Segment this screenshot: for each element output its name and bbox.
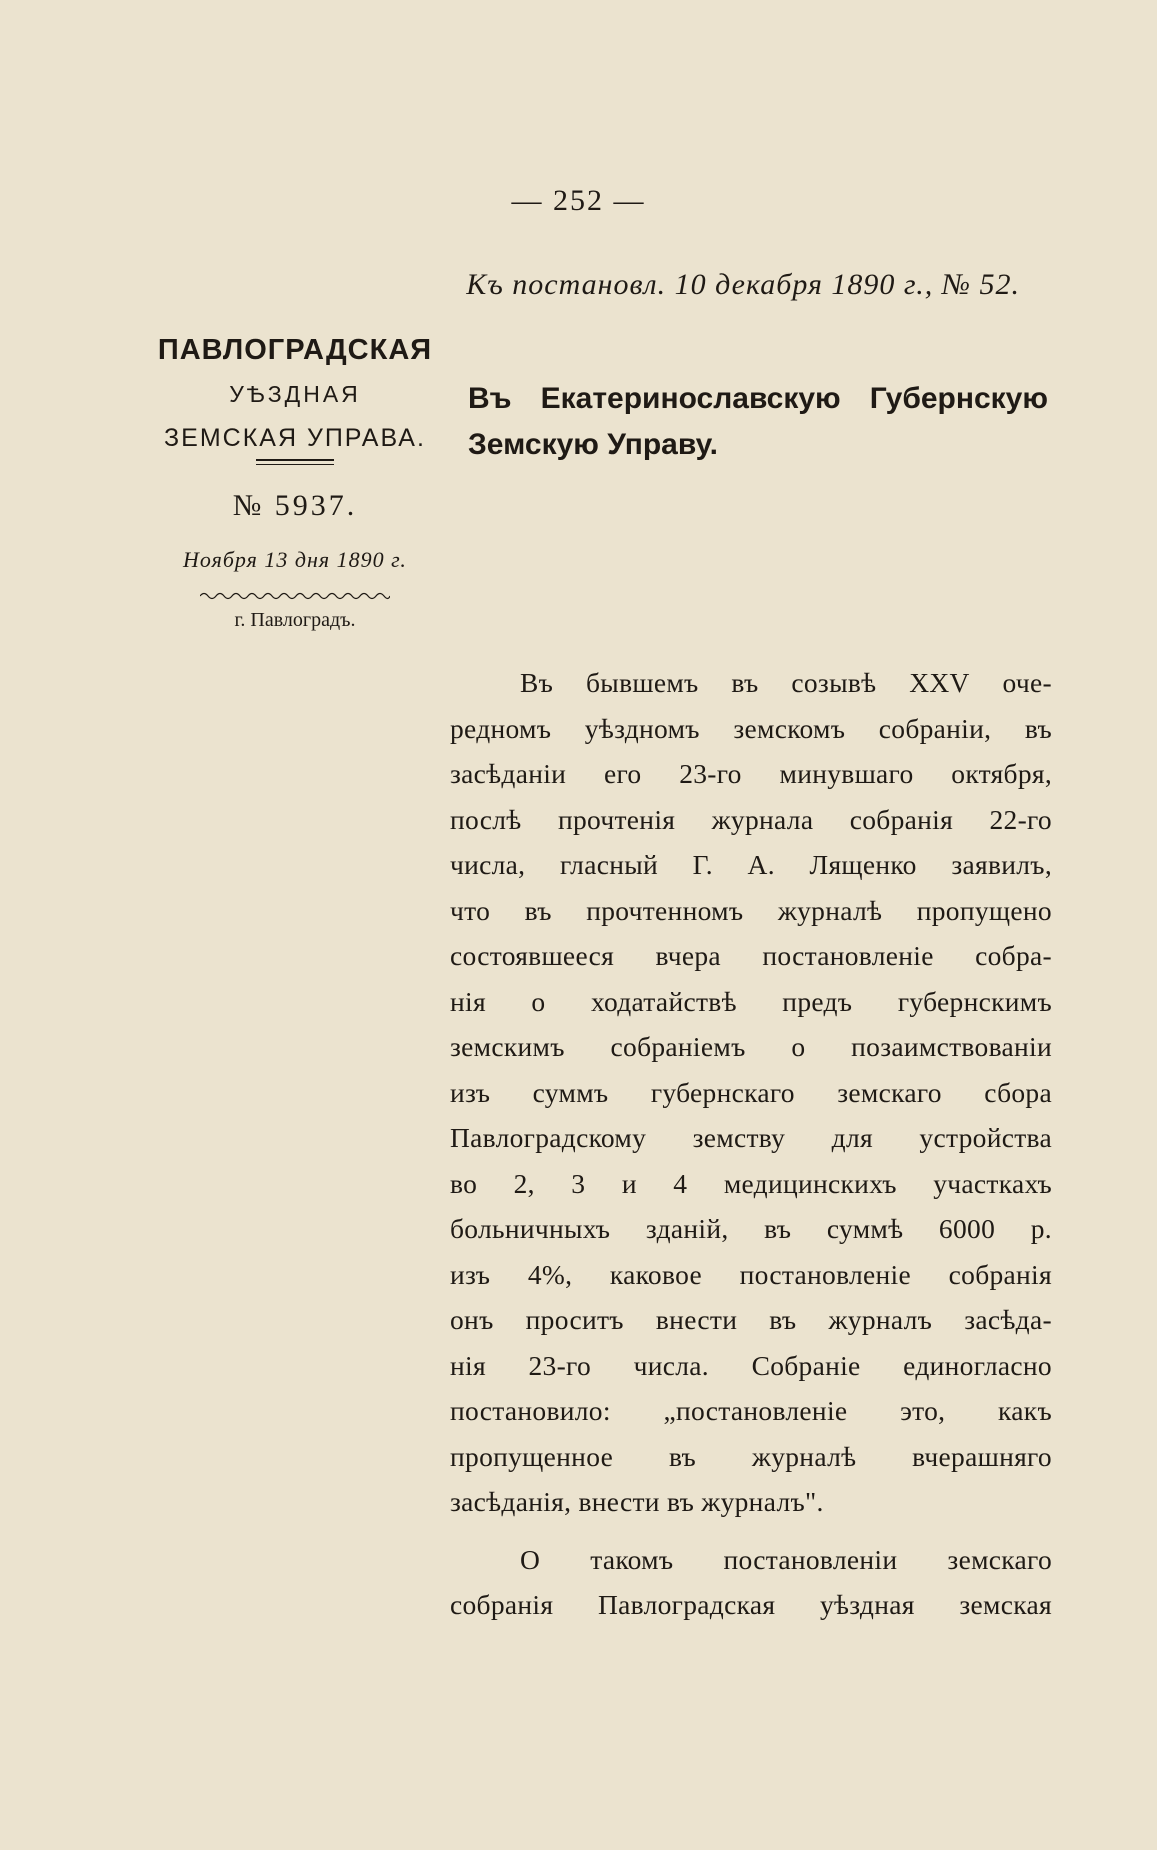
body-word: въ [764,1213,792,1244]
double-rule [256,459,334,465]
body-line [450,1115,1052,1161]
body-word: журналѣ [777,894,883,926]
body-word: какъ [998,1395,1052,1426]
body-word: въ [659,1486,695,1517]
body-word: во [450,1167,478,1199]
body-word: собранія [450,1589,554,1620]
body-word: земскомъ [733,712,846,744]
body-word: для [831,1122,873,1153]
body-word: засѣданія, [450,1486,572,1517]
body-word: бывшемъ [586,667,699,698]
body-word: 6000 [938,1213,996,1244]
body-word: медицинскихъ [723,1167,897,1199]
body-word: земскимъ [450,1031,565,1062]
body-word: это, [900,1395,946,1426]
body-word: внести [571,1486,660,1517]
body-line [450,1161,1052,1207]
body-word: внести [655,1304,738,1335]
letterhead-block [140,334,450,632]
body-word: земскаго [837,1076,942,1108]
body-word: собра- [975,940,1052,971]
office-name-line1: ПАВЛОГРАДСКАЯ [157,334,433,366]
body-word: журналѣ [751,1440,857,1472]
body-word: въ [524,894,552,926]
body-line [450,1388,1052,1434]
body-word: губернскаго [650,1076,795,1108]
body-word: суммъ [532,1076,609,1108]
body-word: проситъ [525,1304,624,1335]
office-name-line3: ЗЕМСКАЯ УПРАВА. [164,424,426,452]
body-word: онъ [450,1304,494,1335]
body-line [450,1024,1052,1070]
body-word: Павлоградскому [450,1122,647,1153]
body-line [450,1537,1052,1583]
body-word: Павлоградская [598,1589,776,1620]
body-word: собраніи, [878,712,992,744]
body-word: А. [747,849,775,880]
body-word: земская [959,1589,1052,1620]
body-word: послѣ [450,803,522,835]
body-word: нія [450,1349,486,1381]
addressee-word: Екатеринославскую [540,382,841,415]
body-word: постановленіи [723,1543,898,1575]
body-word: прочтенія [557,803,676,835]
addressee-word: Въ [468,382,512,415]
body-word: Въ [520,667,554,698]
body-word: О [520,1543,541,1575]
body-word: постановило: [450,1395,611,1426]
body-word: 4%, [527,1258,573,1290]
body-word: 3 [571,1167,586,1199]
body-word: пропущенное [450,1440,614,1472]
body-word: числа. [633,1349,709,1381]
body-word: изъ [450,1076,491,1108]
body-word: суммѣ [826,1213,904,1244]
body-word: нія [450,985,486,1017]
body-word: что [450,894,491,926]
body-word: постановленіе [739,1258,912,1290]
body-word: позаимствованіи [851,1031,1052,1062]
body-word: XXV [909,667,970,698]
body-word: журналъ [828,1304,933,1335]
body-word: 22-го [989,803,1052,835]
body-word: 23-го [679,758,742,789]
body-line [450,1434,1052,1480]
body-word: минувшаго [779,758,914,789]
body-word: предъ [782,985,853,1017]
body-word: уѣздная [819,1589,915,1620]
body-line [450,751,1052,797]
body-word: гласный [559,849,659,880]
body-word: единогласно [903,1349,1052,1381]
letter-body [450,660,1052,1628]
body-line [450,1343,1052,1389]
body-word: Лященко [809,849,917,880]
body-word: собранія [849,803,954,835]
body-word: земству [692,1122,786,1153]
body-word: каковое [609,1258,702,1290]
body-word: устройства [919,1122,1052,1153]
body-word: въ [668,1440,697,1472]
body-word: въ [769,1304,797,1335]
body-word: ходатайствѣ [590,985,737,1017]
body-line [450,888,1052,934]
body-word: журналъ". [694,1486,824,1517]
body-word: участкахъ [933,1167,1052,1199]
body-word: пропущено [916,894,1052,926]
body-word: о [531,985,546,1017]
body-word: больничныхъ [450,1213,611,1244]
body-word: собраніемъ [610,1031,746,1062]
body-word: редномъ [450,712,552,744]
body-word: созывѣ [791,667,877,698]
body-word: „постановленіе [663,1395,848,1426]
body-word: земскаго [947,1543,1052,1575]
body-word: числа, [450,849,526,880]
reference-line: Къ постановл. 10 декабря 1890 г., № 52. [466,268,1020,301]
addressee-line2: Земскую Управу. [468,428,718,461]
body-line [450,1582,1052,1628]
body-line [450,933,1052,979]
addressee-word: Губернскую [869,382,1048,415]
page-number: — 252 — [511,184,646,217]
body-line [450,706,1052,752]
body-line [450,979,1052,1025]
body-word: зданій, [645,1213,729,1244]
body-word: его [603,758,642,789]
document-date: Ноября 13 дня 1890 г. [183,547,407,572]
body-word: вчерашняго [912,1440,1052,1472]
body-line [450,1206,1052,1252]
body-line [450,1252,1052,1298]
body-line [450,797,1052,843]
body-word: въ [1024,712,1052,744]
body-word: губернскимъ [897,985,1052,1017]
body-line [450,842,1052,888]
office-name-line2: УѢЗДНАЯ [229,381,361,407]
body-word: заявилъ, [951,849,1052,880]
body-word: такомъ [590,1543,674,1575]
body-word: прочтенномъ [586,894,744,926]
body-word: изъ [450,1258,491,1290]
body-word: засѣданіи [450,758,567,789]
body-word: 23-го [528,1349,592,1381]
addressee-line1 [468,376,1048,422]
body-word: 2, [513,1167,535,1199]
body-line [450,1070,1052,1116]
body-word: въ [731,667,759,698]
body-line [450,660,1052,706]
body-word: собранія [948,1258,1052,1290]
body-word: Собраніе [751,1349,861,1381]
body-word: засѣда- [964,1304,1052,1335]
body-word: уѣздномъ [584,712,700,744]
body-word: р. [1030,1213,1052,1244]
body-word: и [621,1167,637,1199]
body-word: о [791,1031,806,1062]
document-number: № 5937. [232,489,358,522]
body-word: журнала [711,803,814,835]
addressee-block [468,376,1048,468]
body-word: оче- [1002,667,1052,698]
body-word: постановленіе [762,940,934,971]
body-line [450,1297,1052,1343]
body-word: 4 [673,1167,688,1199]
body-word: октября, [951,758,1052,789]
body-word: Г. [692,849,713,880]
wavy-divider [200,591,390,601]
body-word: сбора [984,1076,1052,1108]
body-word: вчера [655,940,721,971]
document-place: г. Павлоградъ. [234,609,356,631]
body-line [450,1479,1052,1525]
body-word: состоявшееся [450,940,615,971]
